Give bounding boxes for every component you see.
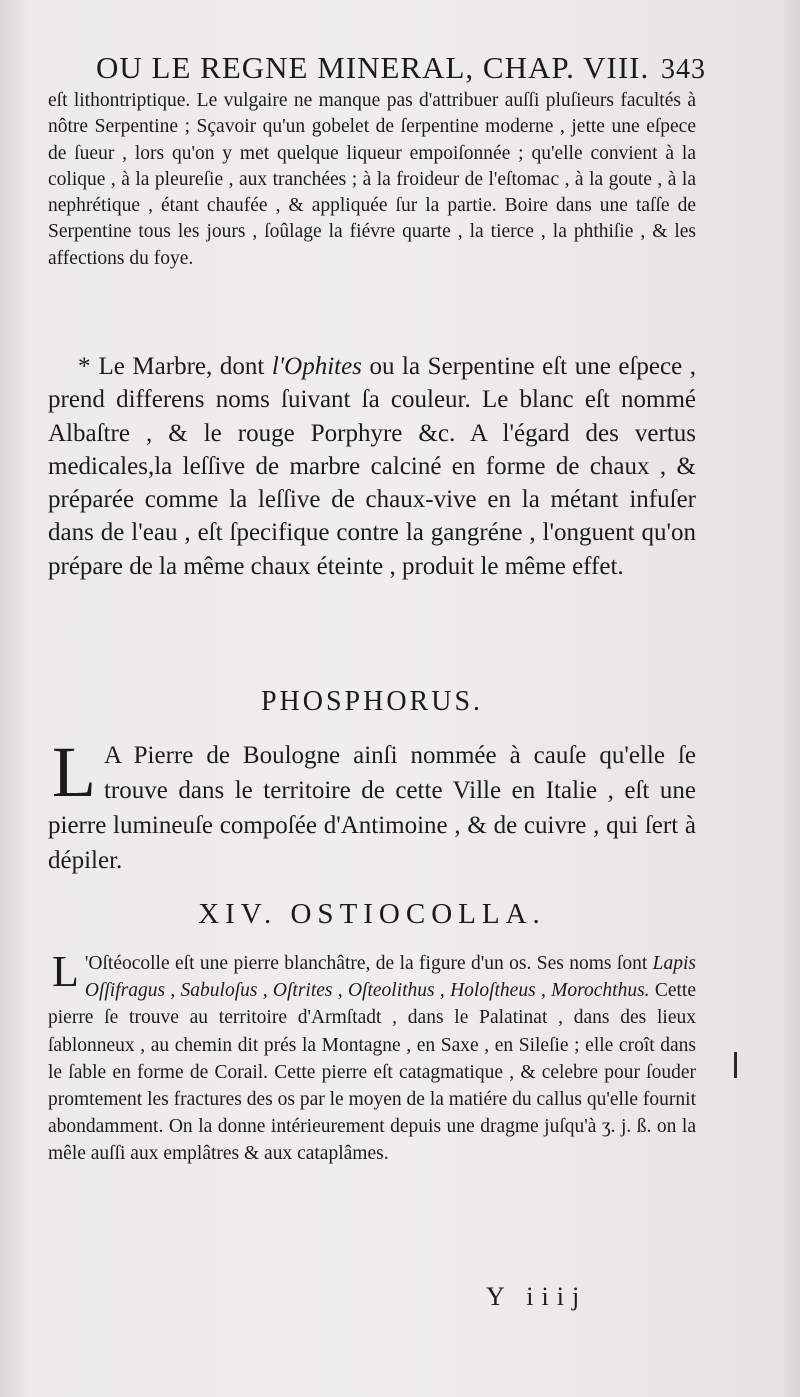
paragraph-serpentine-virtues: eſt lithontriptique. Le vulgaire ne manque pas d'attribuer auſſi pluſieurs facultés à nôtre Serpentine ; Sçavoir qu'un gobelet de ſerpentine moderne , jette une eſpece de ſueur , lors qu'on y met quelque liqueur empoiſonnée ; qu'elle convient à la colique , à la pleureſie , aux tranchées ; à la froideur de l'eſtomac , à la goute , à la nephrétique , étant chaufée , & appliquée ſur la partie. Boire dans une taſſe de Serpentine tous les jours , ſoûlage la fiévre quarte , la tierce , la phthiſie , & les affections du foye.	[48, 90, 696, 269]
phosphorus-text: A Pierre de Boulogne ainſi nommée à cauſe qu'elle ſe trouve dans le territoire de cette Ville en Italie , eſt une pierre lumineuſe compoſée d'Antimoine , & de cuivre , qui ſert à dépiler.	[48, 742, 696, 874]
page-header	[96, 50, 706, 86]
marble-text-rest: ou la Serpentine eſt une eſpece , prend differens noms ſuivant ſa couleur. Le blanc eſt nommé Albaſtre , & le rouge Porphyre &c. A l'égard des vertus medicales,la leſſive de marbre calciné en forme de chaux , & préparée comme la leſſive de chaux-vive en la métant infuſer dans de l'eau , eſt ſpecifique contre la gangréne , l'onguent qu'on prépare de la même chaux éteinte , produit le même effet.	[48, 353, 696, 580]
paragraph-phosphorus	[48, 732, 696, 878]
latin-names: Lapis Oſſifragus , Sabuloſus , Oſtrites , Oſteolithus , Holoſtheus , Morochthus.	[84, 953, 696, 1002]
margin-mark	[734, 1052, 737, 1078]
paragraph-marble	[48, 350, 696, 583]
ostiocolla-text-start: 'Oſtéocolle eſt une pierre blanchâtre, de la figure d'un os. Ses noms ſont	[84, 953, 653, 974]
signature-mark: Y iiij	[486, 1282, 588, 1311]
footnote-star: *	[78, 353, 91, 380]
page-number: 343	[661, 54, 706, 85]
paragraph-ostiocolla	[48, 947, 696, 1168]
section-heading-phosphorus: PHOSPHORUS.	[260, 686, 484, 717]
drop-cap: L	[52, 947, 79, 996]
section-heading-ostiocolla: XIV. OSTIOCOLLA.	[198, 898, 546, 930]
running-title: OU LE REGNE MINERAL, CHAP. VIII.	[96, 50, 650, 85]
ostiocolla-text-rest: Cette pierre ſe trouve au territoire d'Armſtadt , dans le Palatinat , dans des lieux ſablonneux , au chemin dit prés la Montagne , en Saxe , en Sileſie ; elle croît dans le ſable en forme de Corail. Cette pierre eſt catagmatique , & celebre pour ſouder promtement les fractures des os par le moyen de la matiére du callus qu'elle fournit abondamment. On la donne intérieurement depuis une dragme juſqu'à ʒ. j. ß. on la mêle auſſi aux emplâtres & aux cataplâmes.	[48, 980, 696, 1165]
marble-text-start: Le Marbre, dont	[98, 353, 272, 380]
drop-cap: L	[52, 732, 96, 812]
ophites-term: l'Ophites	[271, 353, 362, 380]
